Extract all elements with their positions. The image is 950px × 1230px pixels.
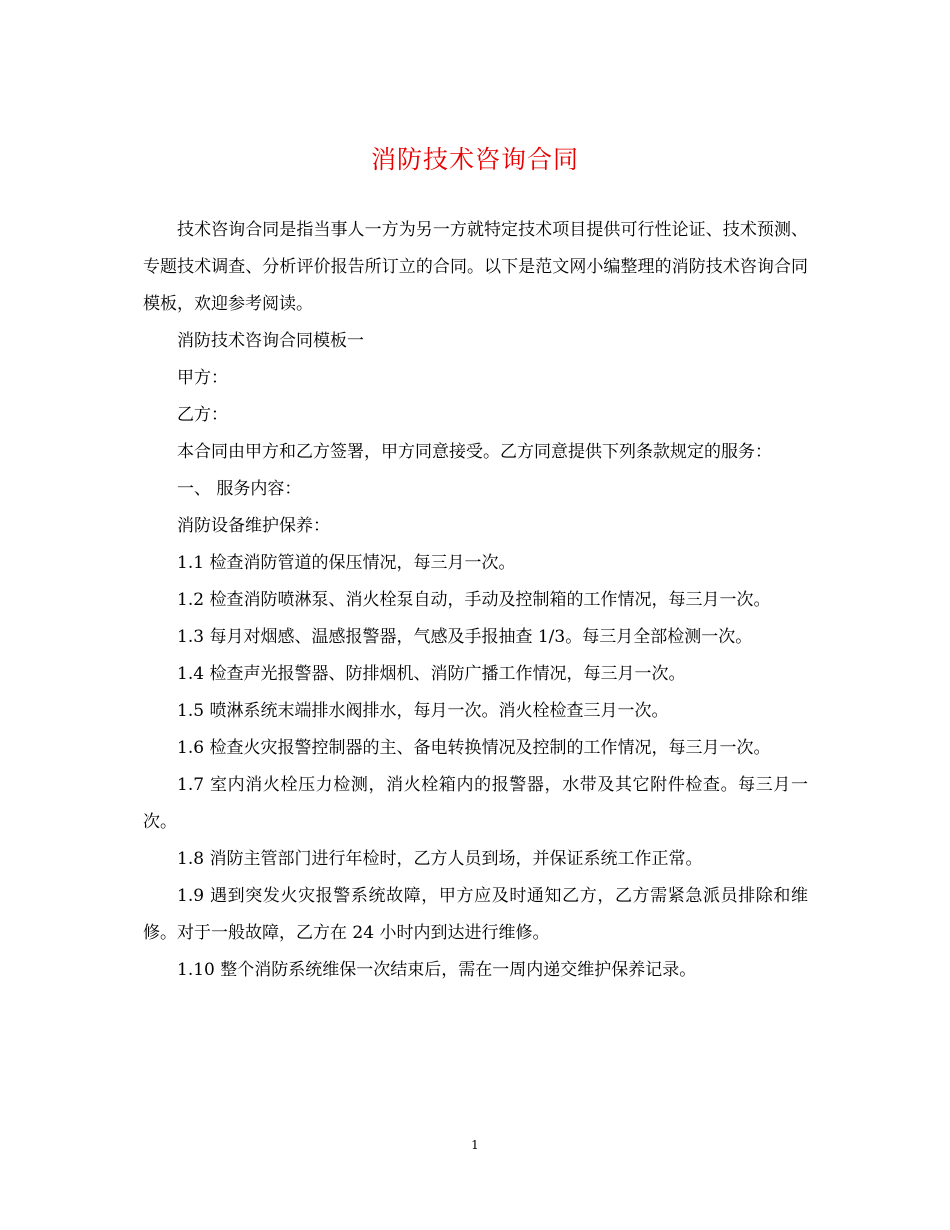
page-number: 1: [471, 1138, 479, 1152]
clause-1-9: 1.9 遇到突发火灾报警系统故障，甲方应及时通知乙方，乙方需紧急派员排除和维修。对于一般故障，乙方在 24 小时内到达进行维修。: [143, 886, 808, 943]
clause-1-10: 1.10 整个消防系统维保一次结束后，需在一周内递交维护保养记录。: [177, 960, 697, 980]
template-heading: 消防技术咨询合同模板一: [177, 331, 364, 351]
clause-1-8: 1.8 消防主管部门进行年检时，乙方人员到场，并保证系统工作正常。: [177, 849, 703, 869]
document-title: 消防技术咨询合同: [370, 145, 579, 174]
party-b-line: 乙方：: [177, 405, 228, 425]
party-a-line: 甲方：: [177, 368, 228, 388]
clause-1-4: 1.4 检查声光报警器、防排烟机、消防广播工作情况，每三月一次。: [177, 664, 686, 684]
clause-1-6: 1.6 检查火灾报警控制器的主、备电转换情况及控制的工作情况，每三月一次。: [177, 738, 771, 758]
agreement-paragraph: 本合同由甲方和乙方签署，甲方同意接受。乙方同意提供下列条款规定的服务：: [177, 442, 772, 462]
document-body: [143, 212, 808, 989]
clause-1-5: 1.5 喷淋系统末端排水阀排水，每月一次。消火栓检查三月一次。: [177, 701, 669, 721]
intro-paragraph: 技术咨询合同是指当事人一方为另一方就特定技术项目提供可行性论证、技术预测、专题技术调查、分析评价报告所订立的合同。以下是范文网小编整理的消防技术咨询合同模板，欢迎参考阅读。: [143, 220, 808, 314]
clause-1-7: 1.7 室内消火栓压力检测，消火栓箱内的报警器，水带及其它附件检查。每三月一次。: [143, 775, 808, 832]
subsection-heading-maintenance: 消防设备维护保养：: [177, 516, 330, 536]
clause-1-1: 1.1 检查消防管道的保压情况，每三月一次。: [177, 553, 516, 573]
clause-1-3: 1.3 每月对烟感、温感报警器，气感及手报抽查 1/3。每三月全部检测一次。: [177, 627, 753, 647]
clause-1-2: 1.2 检查消防喷淋泵、消火栓泵自动，手动及控制箱的工作情况，每三月一次。: [177, 590, 771, 610]
section-heading-service-content: 一、 服务内容：: [177, 479, 302, 499]
